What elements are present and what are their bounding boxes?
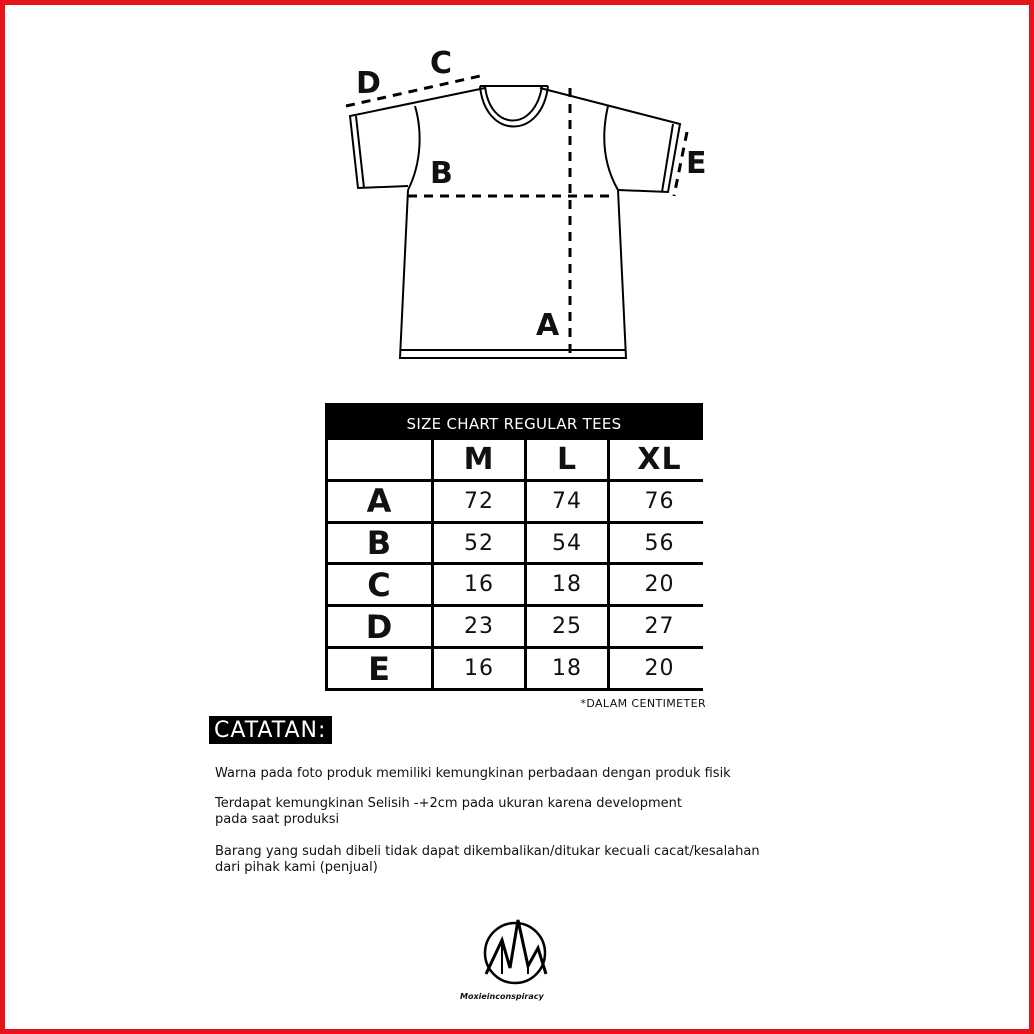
table-cell: 74 — [527, 482, 607, 521]
table-cell: 72 — [434, 482, 524, 521]
unit-note: *DALAM CENTIMETER — [580, 697, 706, 710]
row-label-b: B — [328, 524, 431, 563]
table-cell: 16 — [434, 649, 524, 688]
column-header-m: M — [434, 440, 524, 479]
note-item: Terdapat kemungkinan Selisih -+2cm pada ukuran karena development pada saat produksi — [215, 796, 682, 827]
table-cell: 18 — [527, 649, 607, 688]
table-cell: 16 — [434, 565, 524, 604]
column-header-l: L — [527, 440, 607, 479]
size-chart-grid — [328, 440, 700, 688]
table-cell: 27 — [610, 607, 709, 646]
dimension-label-c: C — [430, 46, 454, 81]
table-cell: 20 — [610, 649, 709, 688]
table-corner-cell — [328, 440, 431, 479]
tshirt-outline — [330, 40, 710, 370]
dimension-label-b: B — [430, 156, 454, 191]
table-cell: 18 — [527, 565, 607, 604]
size-chart-title: SIZE CHART REGULAR TEES — [328, 406, 700, 440]
brand-name: Moxieinconspiracy — [460, 992, 544, 1001]
table-cell: 20 — [610, 565, 709, 604]
dimension-label-a: A — [536, 308, 561, 343]
table-cell: 76 — [610, 482, 709, 521]
table-cell: 52 — [434, 524, 524, 563]
table-cell: 56 — [610, 524, 709, 563]
note-item: Barang yang sudah dibeli tidak dapat dikembalikan/ditukar kecuali cacat/kesalahan dari pihak kami (penjual) — [215, 844, 760, 875]
row-label-a: A — [328, 482, 431, 521]
table-cell: 23 — [434, 607, 524, 646]
notes-heading: CATATAN: — [209, 716, 332, 744]
note-item: Warna pada foto produk memiliki kemungkinan perbadaan dengan produk fisik — [215, 766, 731, 781]
brand-logo — [480, 916, 550, 986]
dimension-label-e: E — [686, 146, 708, 181]
table-cell: 54 — [527, 524, 607, 563]
table-cell: 25 — [527, 607, 607, 646]
column-header-xl: XL — [610, 440, 709, 479]
row-label-e: E — [328, 649, 431, 688]
brand-logo-icon — [480, 916, 550, 986]
row-label-d: D — [328, 607, 431, 646]
size-chart-table — [325, 403, 703, 691]
tshirt-measurement-diagram — [330, 40, 710, 370]
dimension-label-d: D — [356, 66, 382, 101]
row-label-c: C — [328, 565, 431, 604]
